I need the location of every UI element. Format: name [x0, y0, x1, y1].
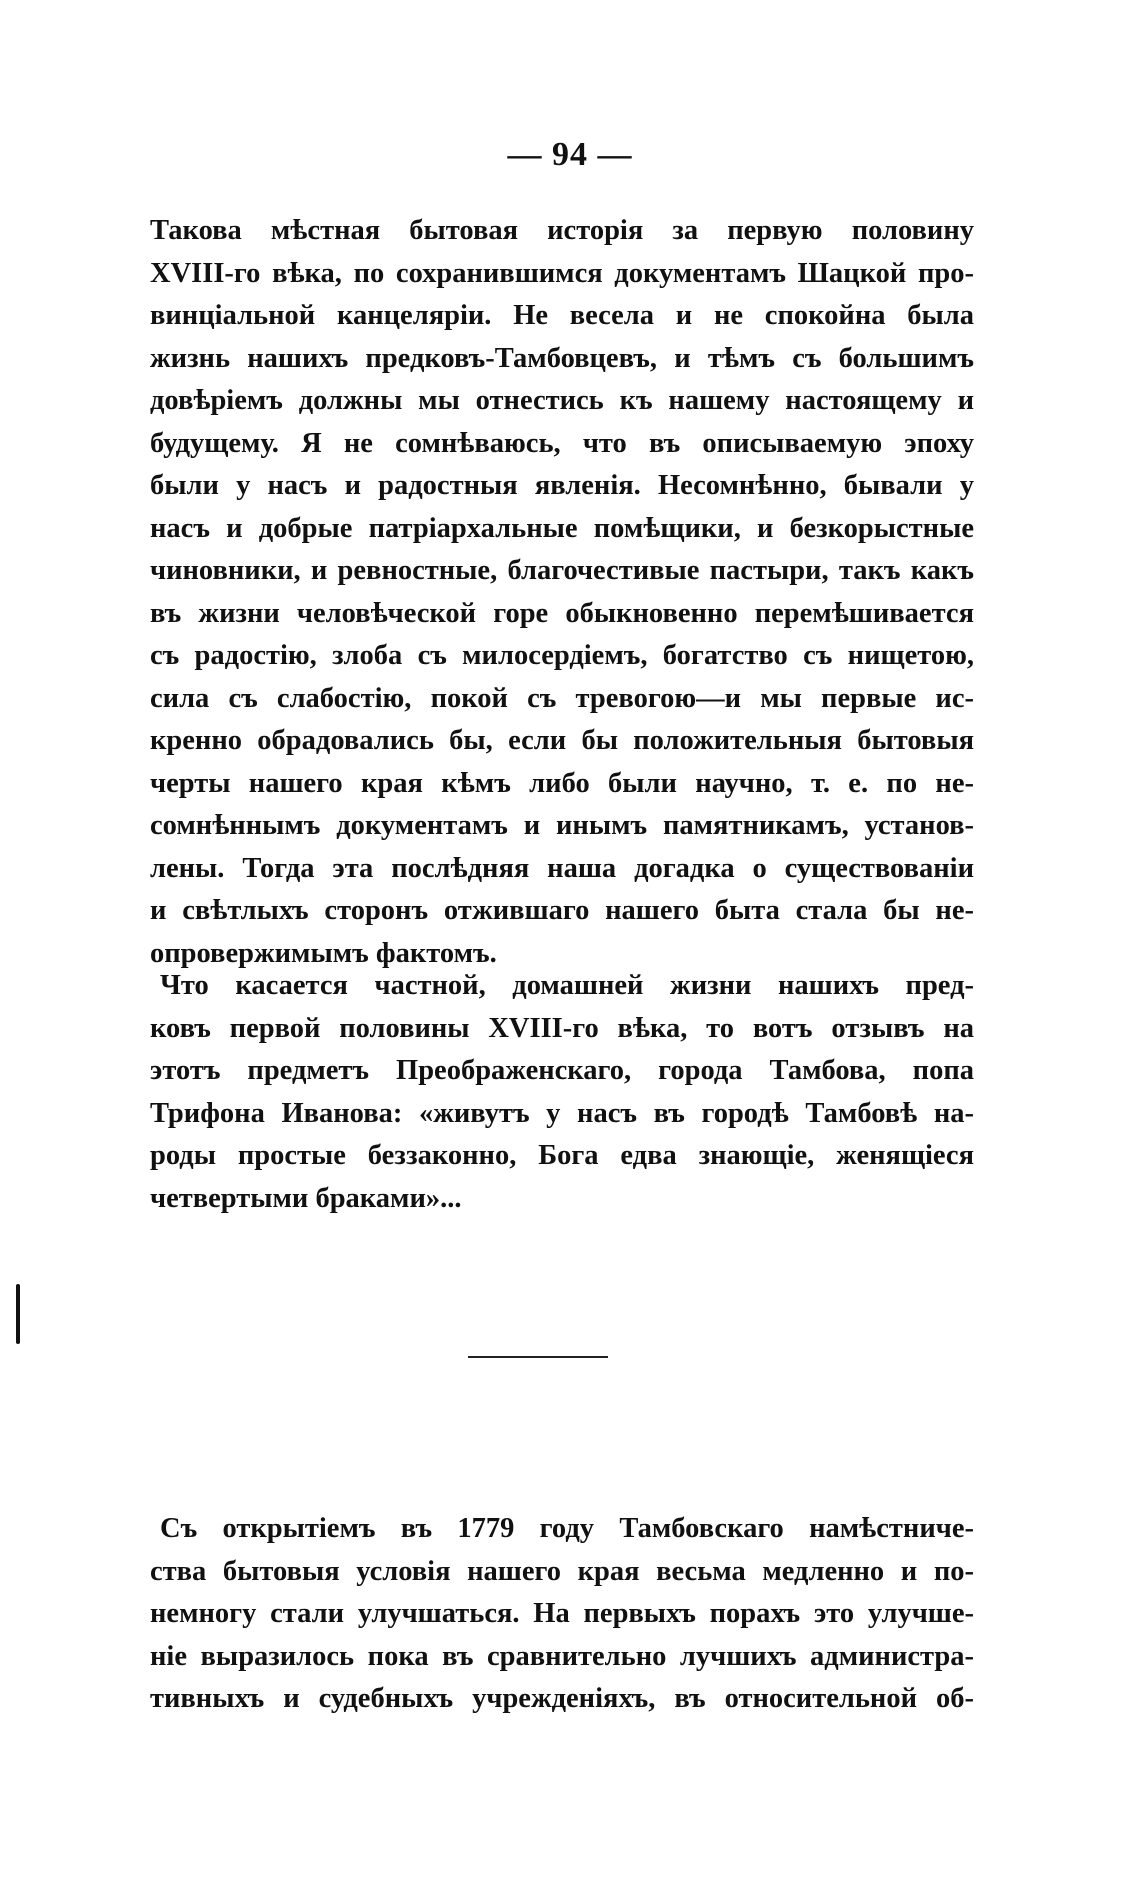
paragraph-line: XVIII-го вѣка, по сохранившимся документамъ Шацкой про-	[150, 257, 974, 289]
paragraph-line: кренно обрадовались бы, если бы положительныя бытовыя	[150, 725, 974, 756]
paragraph-line: ковъ первой половины XVIII-го вѣка, то вотъ отзывъ на	[150, 1012, 974, 1044]
paragraph-line: будущему. Я не сомнѣваюсь, что въ описываемую эпоху	[150, 427, 974, 459]
paragraph-line: четвертыми браками»...	[150, 1182, 462, 1214]
paragraph-line: сомнѣннымъ документамъ и инымъ памятникамъ, установ-	[150, 810, 974, 841]
paragraph-1	[150, 210, 974, 975]
paragraph-3	[150, 1508, 974, 1721]
paragraph-line: немногу стали улучшаться. На первыхъ порахъ это улучше-	[150, 1598, 974, 1629]
paragraph-line: черты нашего края кѣмъ либо были научно, т. е. по не-	[150, 767, 974, 799]
paragraph-line: Съ открытіемъ въ 1779 году Тамбовскаго намѣстниче-	[160, 1513, 974, 1544]
paragraph-line: этотъ предметъ Преображенскаго, города Тамбова, попа	[150, 1055, 974, 1086]
paragraph-line: въ жизни человѣческой горе обыкновенно перемѣшивается	[150, 597, 974, 629]
paragraph-line: Что касается частной, домашней жизни нашихъ пред-	[160, 970, 974, 1001]
paragraph-line: роды простые беззаконно, Бога едва знающіе, женящіеся	[150, 1140, 974, 1171]
paragraph-line: ства бытовыя условія нашего края весьма медленно и по-	[150, 1555, 974, 1587]
paragraph-line: тивныхъ и судебныхъ учрежденіяхъ, въ относительной об-	[150, 1683, 974, 1714]
paragraph-line: были у насъ и радостныя явленія. Несомнѣнно, бывали у	[150, 470, 974, 501]
paragraph-line: чиновники, и ревностные, благочестивые пастыри, такъ какъ	[150, 555, 974, 586]
paragraph-line: винціальной канцеляріи. Не весела и не спокойна была	[150, 300, 974, 331]
section-divider	[468, 1356, 608, 1358]
paragraph-line: и свѣтлыхъ сторонъ отжившаго нашего быта стала бы не-	[150, 895, 974, 926]
paragraph-line: жизнь нашихъ предковъ-Тамбовцевъ, и тѣмъ съ большимъ	[150, 342, 974, 374]
paragraph-line: насъ и добрые патріархальные помѣщики, и безкорыстные	[150, 512, 974, 544]
paragraph-line: Такова мѣстная бытовая исторія за первую половину	[150, 215, 974, 246]
paragraph-line: довѣріемъ должны мы отнестись къ нашему настоящему и	[150, 385, 974, 416]
paragraph-2	[150, 965, 974, 1220]
margin-mark	[16, 1284, 20, 1344]
paragraph-line: ніе выразилось пока въ сравнительно лучшихъ администра-	[150, 1640, 974, 1672]
paragraph-line: опровержимымъ фактомъ.	[150, 937, 497, 969]
paragraph-line: лены. Тогда эта послѣдняя наша догадка о существованіи	[150, 852, 974, 884]
page-number: — 94 —	[507, 136, 633, 173]
paragraph-line: съ радостію, злоба съ милосердіемъ, богатство съ нищетою,	[150, 640, 974, 671]
paragraph-line: сила съ слабостію, покой съ тревогою—и мы первые ис-	[150, 682, 974, 714]
paragraph-line: Трифона Иванова: «живутъ у насъ въ городѣ Тамбовѣ на-	[150, 1097, 974, 1129]
